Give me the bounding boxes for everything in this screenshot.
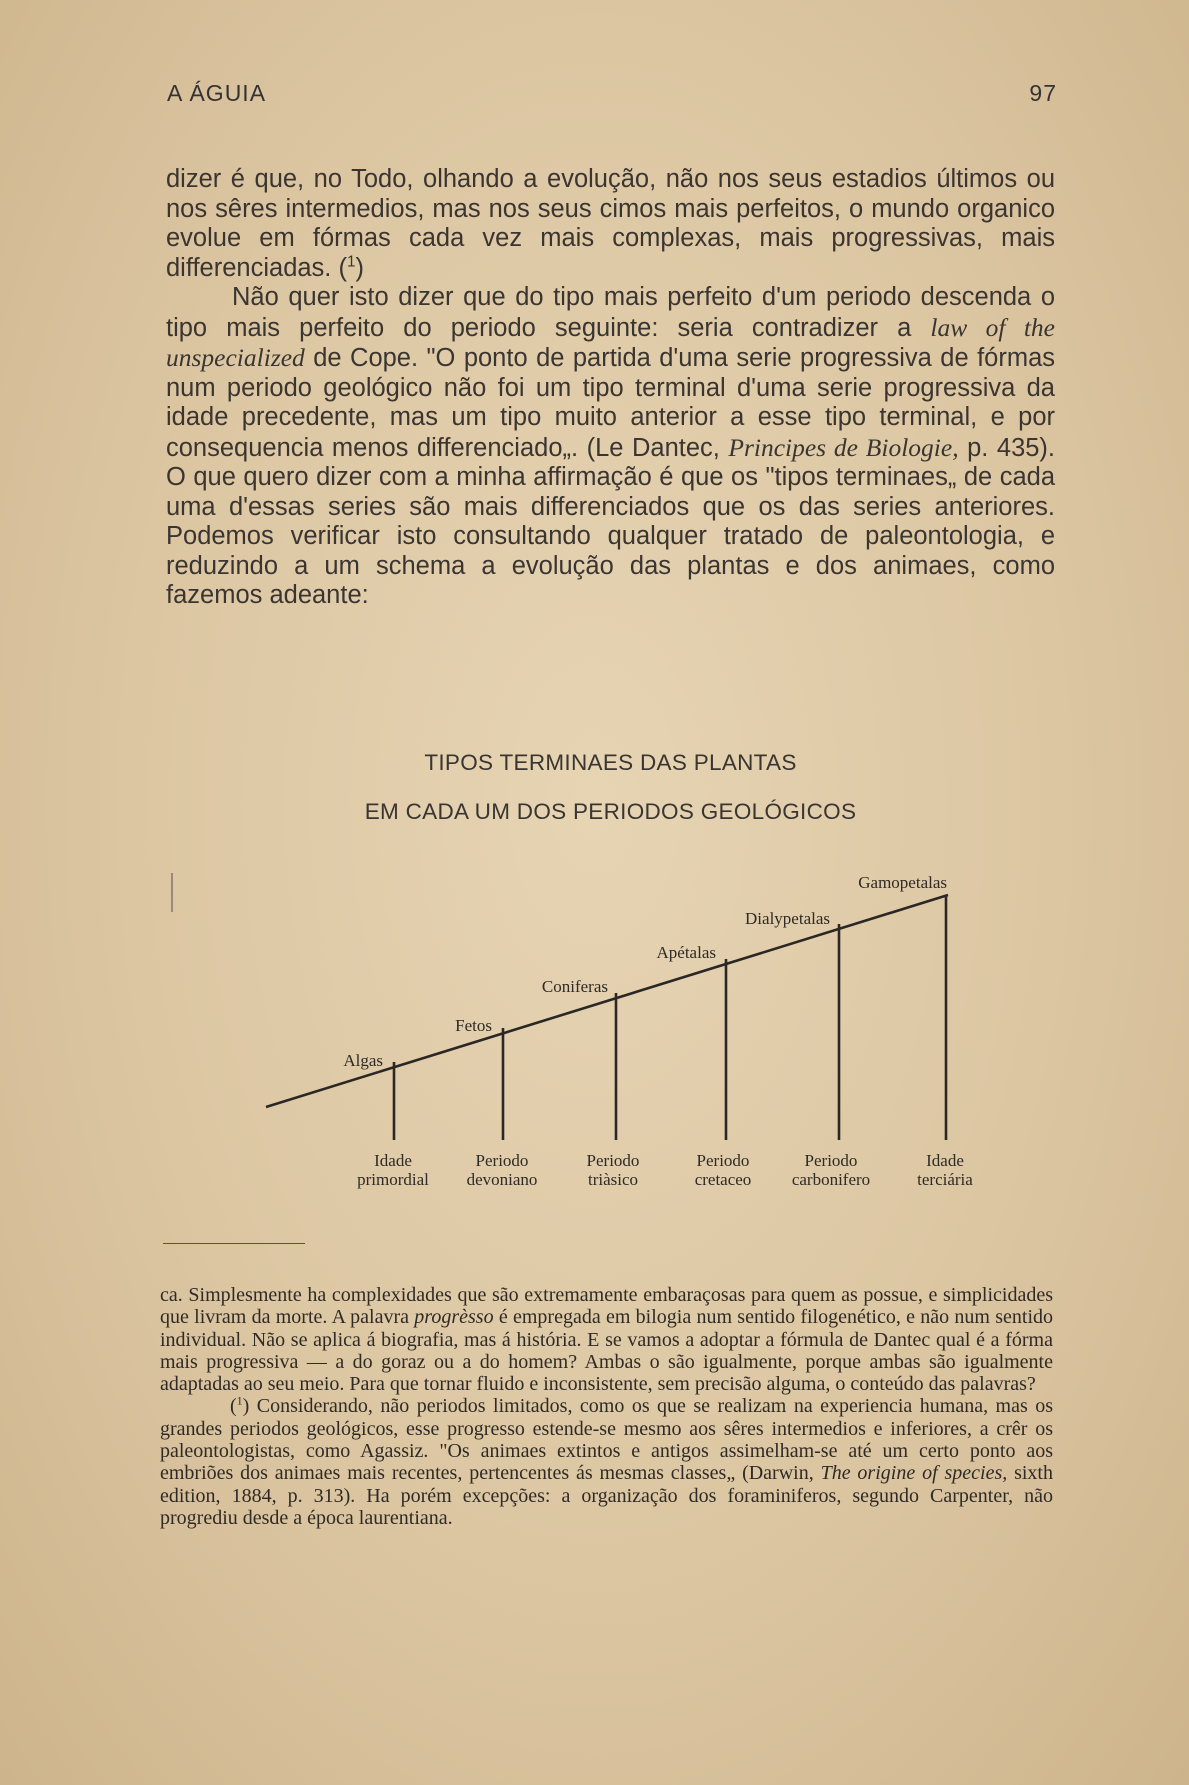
footnote-continuation: ca. Simplesmente ha complexidades que são extremamente embaraçosas para quem as possue, e simplicidades que livram da morte. A palavra progrèsso é empregada em bilogia num sentido filogenético, e não num sentido individual. Não se aplica á biografia, mas á história. E se vamos a adoptar a fórmula de Dantec qual é a fórma mais progressiva — a do goraz ou a do homem? Ambas o são igualmente, porque ambas são igualmente adaptadas ao seu meio. Para que tornar fluido e inconsistente, sem precisão alguma, o conteúdo das palavras? (160, 1284, 1054, 1396)
period-labels (357, 1151, 973, 1189)
emphasized-word: progrèsso (414, 1306, 494, 1329)
period-label: Periodo cretaceo (694, 1151, 752, 1189)
progression-line (266, 895, 948, 1107)
type-label: Coniferas (541, 977, 608, 996)
type-label: Gamopetalas (858, 873, 947, 892)
book-citation: Principes de Biologie, (728, 432, 959, 462)
footnote-ref[interactable]: 1 (346, 253, 356, 270)
type-label: Apétalas (656, 943, 716, 962)
period-label: Idade primordial (357, 1151, 429, 1189)
type-label: Dialypetalas (745, 909, 830, 928)
type-label: Fetos (455, 1016, 492, 1035)
period-label: Periodo devoniano (466, 1151, 538, 1189)
page-number: 97 (1029, 80, 1057, 106)
period-label: Periodo triàsico (586, 1151, 640, 1189)
footnote-1: ($^1$) Considerando, não periodos limitados, como os que se realizam na experiencia humana, mas os grandes periodos geológicos, esse progresso estende-se mesmo aos sêres intermedios e inferiores, a crêr os paleontologistas, como Agassiz. "Os animaes extintos e antigos assimelham-se até um certo ponto aos embriões dos animaes mais recentes, pertencentes ás mesmas classes„ (Darwin, The origine of species, sixth edition, 1884, p. 313). Ha porém excepções: a organização dos foraminiferos, segundo Carpenter, não progrediu desde a época laurentiana. (160, 1393, 1053, 1529)
footnotes (160, 1284, 1053, 1529)
journal-title: A ÁGUIA (167, 80, 267, 106)
period-label: Periodo carbonifero (791, 1151, 871, 1189)
diagram-title-line-2: EM CADA UM DOS PERIODOS GEOLÓGICOS (364, 799, 857, 824)
footnote-marker: 1 (236, 1393, 243, 1408)
law-citation: law of the unspecialized (166, 312, 1055, 372)
paragraph-2: Não quer isto dizer que do tipo mais perfeito d'um periodo descenda o tipo mais perfeito do periodo seguinte: seria contradizer a law of the unspecialized de Cope. "O ponto de partida d'uma serie progressiva de fórmas num periodo geológico não foi um tipo terminal d'uma serie progressiva da idade precedente, mas um tipo muito anterior a esse tipo terminal, e por consequencia menos differenciado„. (Le Dantec, Principes de Biologie, p. 435). O que quero dizer com a minha affirmação é que os "tipos terminaes„ de cada uma d'essas series são mais differenciados que os das series anteriores. Podemos verificar isto consultando qualquer tratado de paleontologia, e reduzindo a um schema a evolução das plantas e dos animaes, como fazemos adeante: (166, 283, 1056, 609)
footnote-rule (163, 1243, 305, 1244)
type-label: Algas (343, 1051, 383, 1070)
diagram-title-line-1: TIPOS TERMINAES DAS PLANTAS (424, 750, 797, 775)
paragraph-1: dizer é que, no Todo, olhando a evolução, não nos seus estadios últimos ou nos sêres intermedios, mas nos seus cimos mais perfeitos, o mundo organico evolue em fórmas cada vez mais complexas, mais progressivas, mais differenciadas. ($^1$) (166, 165, 1055, 282)
type-labels (343, 873, 947, 1070)
darwin-book: The origine of species, (820, 1462, 1008, 1485)
period-label: Idade terciária (917, 1151, 973, 1189)
